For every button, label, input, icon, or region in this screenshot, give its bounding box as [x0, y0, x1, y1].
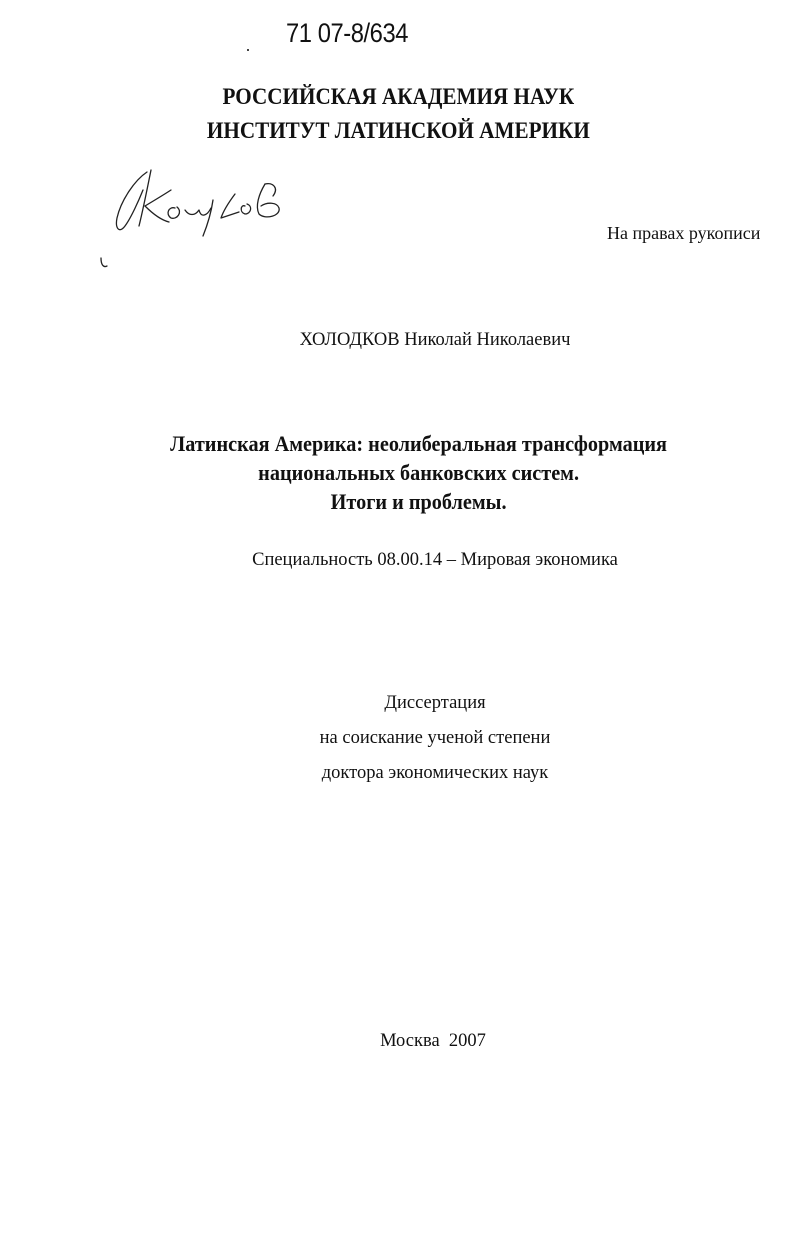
specialty: Специальность 08.00.14 – Мировая экономика	[252, 550, 618, 570]
degree-line-3: доктора экономических наук	[321, 763, 549, 783]
degree-statement	[0, 686, 799, 791]
title-line-1: Латинская Америка: неолиберальная трансформация	[170, 431, 668, 456]
degree-line-2: на соискание ученой степени	[319, 728, 551, 748]
archive-code: 71 07-8/634	[286, 18, 408, 48]
manuscript-rights-note: На правах рукописи	[607, 223, 761, 243]
dissertation-title	[0, 429, 799, 516]
degree-line-1: Диссертация	[384, 693, 486, 713]
author-name: ХОЛОДКОВ Николай Николаевич	[299, 330, 571, 350]
handwritten-signature-icon	[95, 160, 325, 270]
organization-academy: РОССИЙСКАЯ АКАДЕМИЯ НАУК	[222, 84, 575, 109]
scan-speck	[247, 49, 249, 51]
place-and-year: Москва 2007	[380, 1031, 486, 1051]
organization-institute: ИНСТИТУТ ЛАТИНСКОЙ АМЕРИКИ	[206, 118, 590, 143]
title-line-2: национальных банковских систем.	[258, 460, 580, 485]
title-line-3: Итоги и проблемы.	[330, 489, 507, 514]
